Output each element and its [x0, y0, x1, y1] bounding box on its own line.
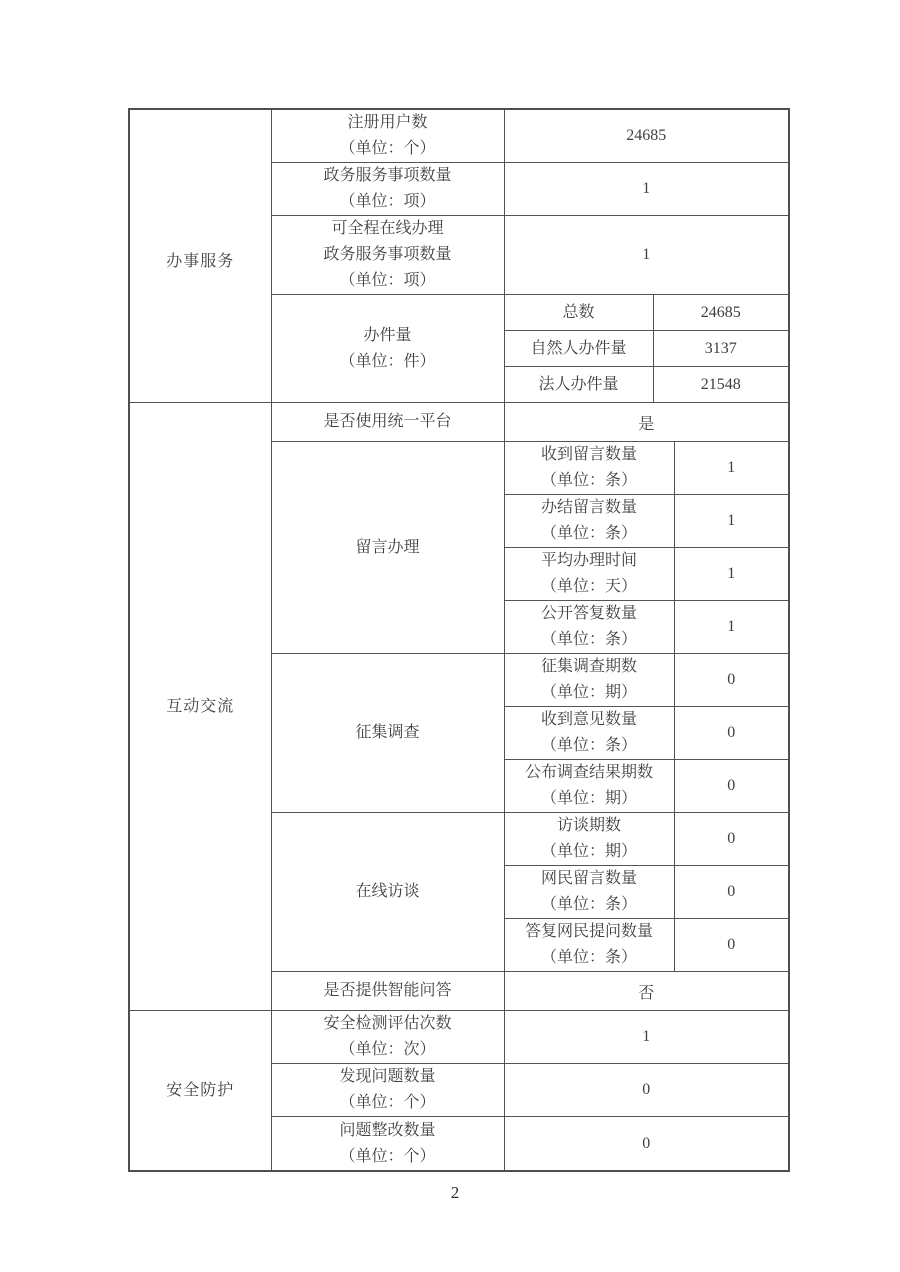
metric-label-cell	[271, 813, 504, 972]
subrow-name-cell	[504, 813, 674, 866]
metric-unit-line: （单位：个）	[339, 1094, 436, 1111]
subrow-value-cell: 24685	[653, 295, 789, 331]
metric-label-cell	[271, 972, 504, 1011]
metric-unit-line: （单位：个）	[339, 140, 436, 157]
subrow-unit-line: （单位：期）	[540, 843, 637, 860]
subrow-value-cell: 0	[674, 654, 789, 707]
group-label: 办事服务	[166, 253, 235, 270]
metric-label-line: 可全程在线办理	[331, 220, 444, 237]
subrow-name-line: 办结留言数量	[540, 499, 637, 516]
metric-label-cell	[271, 295, 504, 403]
subrow-value-cell: 0	[674, 866, 789, 919]
metric-unit-line: （单位：件）	[339, 352, 436, 370]
subrow-value-cell: 1	[674, 548, 789, 601]
metric-label-line: 留言办理	[355, 538, 420, 556]
metric-label-line: 政务服务事项数量	[323, 167, 452, 184]
metric-label-line: 问题整改数量	[339, 1121, 436, 1139]
metric-label-cell	[271, 403, 504, 442]
subrow-name-line: 答复网民提问数量	[524, 923, 653, 940]
subrow-name-cell	[504, 331, 653, 367]
subrow-value-cell: 0	[674, 760, 789, 813]
metric-label-cell	[271, 216, 504, 295]
subrow-unit-line: （单位：条）	[540, 525, 637, 542]
subrow-name-cell	[504, 548, 674, 601]
subrow-name-line: 收到意见数量	[540, 711, 637, 728]
metric-value-cell: 1	[504, 1011, 789, 1064]
metric-label-line: 办件量	[363, 326, 412, 344]
table-row	[129, 1011, 789, 1064]
subrow-name-cell	[504, 707, 674, 760]
metric-unit-line: （单位：次）	[339, 1041, 436, 1058]
subrow-name-cell	[504, 654, 674, 707]
subrow-name-cell	[504, 866, 674, 919]
subrow-name-line: 收到留言数量	[540, 446, 637, 463]
metric-value-cell: 0	[504, 1064, 789, 1117]
group-label: 安全防护	[166, 1081, 235, 1099]
subrow-unit-line: （单位：期）	[540, 790, 637, 807]
metric-label-cell	[271, 442, 504, 654]
group-cell-interaction	[129, 403, 271, 1011]
group-cell-service	[129, 109, 271, 403]
metric-label-line: 注册用户数	[347, 114, 428, 131]
metric-label-cell	[271, 163, 504, 216]
metric-label-line: 是否使用统一平台	[323, 413, 452, 430]
metric-unit-line: （单位：项）	[339, 193, 436, 210]
subrow-value-cell: 1	[674, 442, 789, 495]
subrow-name-cell	[504, 442, 674, 495]
subrow-unit-line: （单位：天）	[540, 578, 637, 595]
subrow-unit-line: （单位：条）	[540, 472, 637, 489]
metric-label-line: 政务服务事项数量	[323, 246, 452, 263]
metric-label-cell	[271, 1011, 504, 1064]
metric-label-line: 在线访谈	[355, 883, 420, 900]
metric-label-cell	[271, 1064, 504, 1117]
subrow-name-line: 网民留言数量	[540, 870, 637, 887]
subrow-name-cell	[504, 495, 674, 548]
metric-value-cell: 是	[504, 403, 789, 442]
metric-label-cell	[271, 654, 504, 813]
subrow-name-line: 自然人办件量	[530, 339, 627, 357]
subrow-value-cell: 0	[674, 813, 789, 866]
subrow-name-line: 平均办理时间	[540, 552, 637, 569]
metric-label-cell	[271, 1117, 504, 1172]
group-cell-security	[129, 1011, 271, 1172]
subrow-unit-line: （单位：条）	[540, 896, 637, 913]
subrow-value-cell: 0	[674, 919, 789, 972]
metric-unit-line: （单位：个）	[339, 1147, 436, 1165]
subrow-unit-line: （单位：期）	[540, 684, 637, 701]
metric-label-line: 发现问题数量	[339, 1068, 436, 1085]
subrow-name-line: 公布调查结果期数	[524, 764, 653, 781]
metric-label-line: 征集调查	[355, 724, 420, 741]
subrow-name-line: 总数	[562, 303, 595, 321]
metric-label-line: 是否提供智能问答	[323, 982, 452, 999]
subrow-name-line: 法人办件量	[538, 375, 619, 393]
annual-report-table	[128, 108, 790, 1172]
subrow-value-cell: 3137	[653, 331, 789, 367]
metric-label-cell	[271, 109, 504, 163]
subrow-name-cell	[504, 295, 653, 331]
subrow-name-cell	[504, 919, 674, 972]
metric-label-line: 安全检测评估次数	[323, 1015, 452, 1032]
metric-unit-line: （单位：项）	[339, 272, 436, 289]
subrow-unit-line: （单位：条）	[540, 949, 637, 966]
group-label: 互动交流	[166, 697, 235, 715]
subrow-name-line: 访谈期数	[556, 817, 621, 834]
subrow-name-cell	[504, 760, 674, 813]
subrow-name-line: 公开答复数量	[540, 605, 637, 622]
subrow-name-cell	[504, 601, 674, 654]
subrow-value-cell: 0	[674, 707, 789, 760]
subrow-unit-line: （单位：条）	[540, 631, 637, 648]
table-row	[129, 403, 789, 442]
page-number: 2	[450, 1183, 460, 1202]
metric-value-cell: 1	[504, 216, 789, 295]
subrow-value-cell: 21548	[653, 367, 789, 403]
metric-value-cell: 24685	[504, 109, 789, 163]
subrow-unit-line: （单位：条）	[540, 737, 637, 754]
subrow-value-cell: 1	[674, 601, 789, 654]
subrow-name-line: 征集调查期数	[540, 658, 637, 675]
metric-value-cell: 0	[504, 1117, 789, 1172]
subrow-name-cell	[504, 367, 653, 403]
subrow-value-cell: 1	[674, 495, 789, 548]
metric-value-cell: 1	[504, 163, 789, 216]
table-row	[129, 109, 789, 163]
metric-value-cell: 否	[504, 972, 789, 1011]
